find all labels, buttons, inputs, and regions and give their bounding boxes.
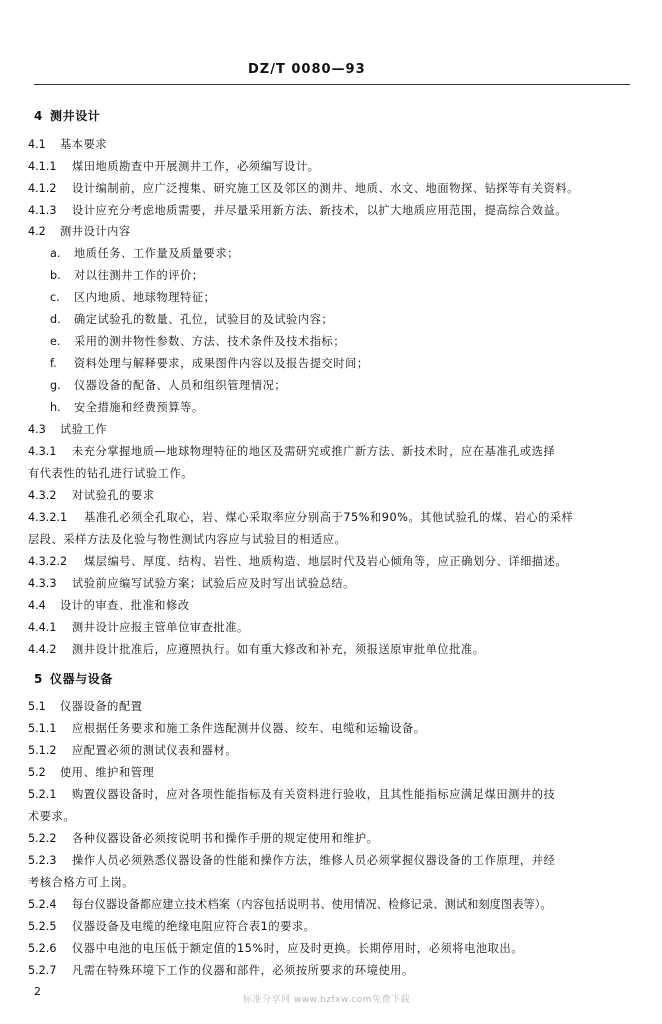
list-marker: d. (50, 313, 61, 326)
clause-number: 4.1.2 (28, 182, 57, 195)
clause-number: 4.3.2.2 (28, 555, 68, 568)
clause-text: 试验前应编写试验方案；试验后应及时写出试验总结。 (72, 577, 355, 590)
clause-text: 每台仪器设备都应建立技术档案（内容包括说明书、使用情况、检修记录、测试和刻度图表等）。 (72, 898, 552, 911)
section-number: 4 (34, 109, 43, 123)
clause-number: 5.2.5 (28, 920, 57, 933)
clause-number: 5.2.2 (28, 832, 57, 845)
clause-number: 5.1.1 (28, 722, 57, 735)
clause-text: 煤层编号、厚度、结构、岩性、地质构造、地层时代及岩心倾角等，应正确划分、详细描述。 (84, 555, 568, 568)
clause-text: 仪器中电池的电压低于额定值的15%时，应及时更换。长期停用时，必须将电池取出。 (72, 942, 524, 955)
list-item: 对以往测井工作的评价； (74, 269, 204, 282)
clause-text: 各种仪器设备必须按说明书和操作手册的规定使用和维护。 (72, 832, 379, 845)
clause-text: 应根据任务要求和施工条件选配测井仪器、绞车、电缆和运输设备。 (72, 722, 426, 735)
clause-text: 基准孔必须全孔取心，岩、煤心采取率应分别高于75%和90%。其他试验孔的煤、岩心的采样 (84, 511, 574, 524)
clause-heading: 测井设计内容 (60, 225, 131, 238)
header-rule (34, 84, 630, 85)
clause-number: 4.2 (28, 225, 46, 238)
section-number: 5 (34, 672, 43, 686)
clause-number: 4.1 (28, 138, 46, 151)
list-item: 确定试验孔的数量、孔位，试验目的及试验内容； (74, 313, 334, 326)
list-item: 区内地质、地球物理特征； (74, 291, 216, 304)
clause-number: 5.2.4 (28, 898, 57, 911)
clause-number: 4.4.2 (28, 643, 57, 656)
list-item: 安全措施和经费预算等。 (74, 401, 204, 414)
clause-text-continued: 有代表性的钻孔进行试验工作。 (28, 467, 194, 480)
clause-number: 4.3.2.1 (28, 511, 68, 524)
clause-heading: 设计的审查、批准和修改 (60, 599, 190, 612)
clause-number: 4.4.1 (28, 621, 57, 634)
clause-number: 5.1.2 (28, 744, 57, 757)
clause-number: 4.3.3 (28, 577, 57, 590)
list-item: 资料处理与解释要求，成果图件内容以及报告提交时间； (74, 357, 369, 370)
clause-text-continued: 层段、采样方法及化验与物性测试内容应与试验目的相适应。 (28, 533, 347, 546)
list-item: 仪器设备的配备、人员和组织管理情况； (74, 379, 287, 392)
watermark: 标准分享网 www.bzfxw.com免费下载 (243, 995, 411, 1005)
list-marker: g. (50, 379, 61, 392)
clause-text: 购置仪器设备时，应对各项性能指标及有关资料进行验收，且其性能指标应满足煤田测井的技 (72, 788, 556, 801)
clause-number: 5.2.3 (28, 854, 57, 867)
clause-heading: 基本要求 (60, 138, 108, 151)
list-marker: h. (50, 401, 61, 414)
clause-heading: 仪器设备的配置 (60, 700, 143, 713)
clause-text: 测井设计批准后，应遵照执行。如有重大修改和补充，须报送原审批单位批准。 (72, 643, 485, 656)
list-item: 采用的测井物性参数、方法、技术条件及技术指标； (74, 335, 346, 348)
clause-heading: 试验工作 (60, 423, 108, 436)
list-marker: a. (50, 247, 61, 260)
clause-text: 应配置必须的测试仪表和器材。 (72, 744, 238, 757)
clause-number: 5.2.7 (28, 964, 57, 977)
clause-text: 仪器设备及电缆的绝缘电阻应符合表1的要求。 (72, 920, 316, 933)
clause-number: 4.4 (28, 599, 46, 612)
clause-number: 4.1.1 (28, 160, 57, 173)
list-marker: e. (50, 335, 61, 348)
clause-number: 5.1 (28, 700, 46, 713)
clause-heading: 使用、维护和管理 (60, 766, 155, 779)
clause-text: 操作人员必须熟悉仪器设备的性能和操作方法，维修人员必须掌握仪器设备的工作原理，并经 (72, 854, 556, 867)
list-item: 地质任务、工作量及质量要求； (74, 247, 240, 260)
clause-text: 设计编制前，应广泛搜集、研究施工区及邻区的测井、地质、水文、地面物探、钻探等有关资料。 (72, 182, 579, 195)
clause-text: 未充分掌握地质—地球物理特征的地区及需研究或推广新方法、新技术时，应在基准孔或选择 (72, 445, 556, 458)
clause-number: 4.3 (28, 423, 46, 436)
clause-number: 5.2 (28, 766, 46, 779)
clause-text: 测井设计应报主管单位审查批准。 (72, 621, 249, 634)
document-code-header: DZ/T 0080—93 (248, 62, 366, 77)
section-title: 仪器与设备 (50, 672, 114, 686)
section-title: 测井设计 (50, 109, 101, 123)
page-number: 2 (34, 985, 41, 998)
clause-text-continued: 术要求。 (28, 810, 76, 823)
list-marker: f. (50, 357, 57, 370)
clause-number: 4.3.2 (28, 489, 57, 502)
clause-number: 5.2.1 (28, 788, 57, 801)
clause-heading: 对试验孔的要求 (72, 489, 155, 502)
clause-number: 5.2.6 (28, 942, 57, 955)
clause-text: 凡需在特殊环境下工作的仪器和部件，必须按所要求的环境使用。 (72, 964, 414, 977)
list-marker: c. (50, 291, 60, 304)
clause-number: 4.1.3 (28, 204, 57, 217)
list-marker: b. (50, 269, 61, 282)
clause-text: 设计应充分考虑地质需要，并尽量采用新方法、新技术，以扩大地质应用范围，提高综合效益。 (72, 204, 568, 217)
clause-text: 煤田地质勘查中开展测井工作，必须编写设计。 (72, 160, 320, 173)
clause-number: 4.3.1 (28, 445, 57, 458)
clause-text-continued: 考核合格方可上岗。 (28, 876, 135, 889)
